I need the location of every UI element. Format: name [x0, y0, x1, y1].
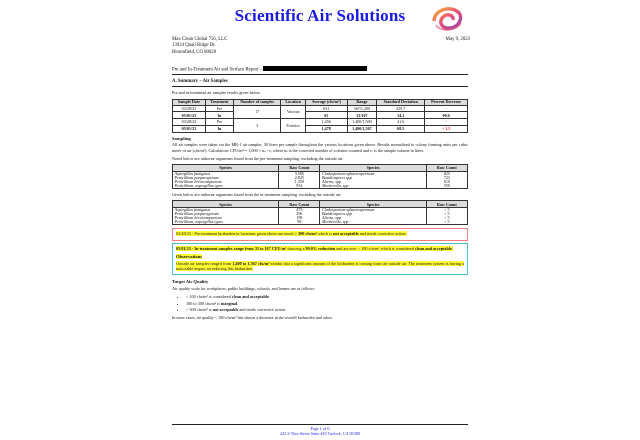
- address-line: 13924 Quail Ridge Dr.: [172, 43, 216, 49]
- section-a-intro: Pre and in-treatment air samples results given below.: [172, 90, 261, 96]
- cell-range: 1,400/1,500: [347, 119, 377, 126]
- target-list: [186, 294, 468, 312]
- cell-species: Cladosporium sphaerospermum: [320, 171, 426, 176]
- cell-sd: 68.5: [377, 125, 425, 132]
- in-treatment-finding-box: [172, 243, 468, 275]
- cell-species: Mortierella, spp: [320, 220, 426, 225]
- finding-text: and are now < 100 cfu/m³ which is considered: [336, 245, 414, 251]
- obs-text: Outside air samples ranged from: [176, 260, 232, 266]
- cell-count: < 5: [426, 220, 467, 225]
- cell-count: < 5: [426, 216, 467, 220]
- finding-reduction: 90.0% reduction: [305, 245, 336, 251]
- cell-count: 296: [279, 212, 320, 216]
- in-treatment-finding: [176, 246, 464, 251]
- cell-species: Alteria, spp: [320, 216, 426, 220]
- cell-date: 03/28/23: [173, 105, 206, 112]
- cell-average: 631: [305, 105, 347, 112]
- cell-species: Penicillium purpurogenum: [173, 176, 279, 180]
- col-header: Raw Count: [279, 165, 320, 172]
- swirl-logo-icon: [430, 3, 464, 33]
- col-header: Average (cfu/m³): [305, 99, 347, 105]
- cell-count: 932: [279, 184, 320, 189]
- list-item: [186, 294, 468, 299]
- sampling-text: All air samples were taken via the MB-1 air sampler, 30 liters per sample throughout the various locations given above. Results normalized to colony forming units per cubic meter of air (cfu/m³). Calculation: CFU/m³ = 1,000 × nₛ / v, where nₛ is the corrected number of colonies counted and v, is the sample volume in liters.: [172, 142, 468, 153]
- cell-samples: 3: [233, 119, 281, 132]
- cell-species: Aspergillus fumigatus: [173, 208, 279, 213]
- footer-address: 222 S Thor Street Suite #10 Turlock, CA 95380: [280, 431, 360, 436]
- cell-pct: -: [425, 119, 468, 126]
- list-item: [186, 301, 468, 306]
- cell-treatment: Pre: [205, 119, 233, 126]
- address-line: Max Clean Global 756, LLC: [172, 37, 228, 42]
- air-samples-table: [172, 99, 468, 133]
- cell-samples: 17: [233, 105, 281, 118]
- pre-treatment-finding-box: [172, 228, 468, 240]
- cell-date: 03/28/23: [173, 119, 206, 126]
- cell-sd: 41.6: [377, 119, 425, 126]
- cell-count: 825: [426, 171, 467, 176]
- col-header: Number of samples: [233, 99, 281, 105]
- target-heading: Target Air Quality: [172, 279, 209, 285]
- finding-text: and needs corrective action.: [359, 231, 407, 237]
- table-row: [173, 220, 468, 225]
- cell-count: < 5: [426, 208, 467, 213]
- finding-text: 03/28/23 - Pre-treatment bioburden in locations given above are much: [176, 231, 294, 237]
- table-row: [173, 125, 468, 132]
- cell-species: Penicillium purpurogenum: [173, 212, 279, 216]
- finding-verdict: clean and acceptable: [414, 245, 452, 251]
- table-row: [173, 184, 468, 189]
- table-row: [173, 112, 468, 119]
- item-bold: not acceptable: [212, 307, 239, 313]
- item-text: and needs corrective action.: [239, 307, 287, 313]
- report-title: [172, 66, 468, 75]
- cell-count: 475: [279, 208, 320, 213]
- cell-date: 05/01/23: [173, 112, 206, 119]
- cell-range: 33/167: [347, 112, 377, 119]
- table-row: [173, 119, 468, 126]
- redaction-bar: [263, 66, 367, 71]
- report-title-text: Pre and In-Treatment Air and Surface Report –: [172, 67, 263, 73]
- cell-range: 367/1,200: [347, 105, 377, 112]
- cell-species: Alteria, spp: [320, 180, 426, 184]
- cell-pct: -: [425, 105, 468, 112]
- col-header: Treatment: [205, 99, 233, 105]
- cell-pct: + 1.5: [425, 125, 468, 132]
- item-text: 100 to 300 cfu/m³ is: [186, 300, 220, 306]
- address-line: Bloomfield, CO 80020: [172, 49, 217, 55]
- page-number: Page 1 of 6: [310, 426, 330, 431]
- cell-count: 198: [279, 216, 320, 220]
- table-header-row: [173, 165, 468, 172]
- sampling-heading: Sampling: [172, 135, 191, 141]
- cell-species: Cladosporium sphaerospermum: [320, 208, 426, 213]
- recipient-address: [172, 37, 227, 56]
- cell-location: Exterior: [281, 119, 305, 132]
- page-footer: [172, 424, 468, 436]
- cell-pct: 90.0: [425, 112, 468, 119]
- observations-heading: [176, 254, 464, 260]
- pre-species-table: [172, 164, 468, 189]
- item-bold: clean and acceptable: [231, 294, 269, 300]
- cell-species: Mortierella, spp: [320, 184, 426, 189]
- cell-range: 1,400/1,567: [347, 125, 377, 132]
- col-header: Raw Count: [426, 165, 467, 172]
- cell-species: Basidiospores spp: [320, 176, 426, 180]
- col-header: Percent Decrease: [425, 99, 468, 105]
- col-header: Range: [347, 99, 377, 105]
- finding-verdict: not acceptable: [333, 231, 359, 237]
- list-item: [186, 307, 468, 312]
- cell-treatment: In: [205, 112, 233, 119]
- cell-count: 723: [426, 176, 467, 180]
- finding-text: which is: [317, 231, 333, 237]
- observations-text: [176, 261, 464, 272]
- cell-species: Penicillium brevicompactum: [173, 216, 279, 220]
- item-text: > 300 cfu/m³ is: [186, 307, 212, 313]
- cell-count: < 5: [426, 212, 467, 216]
- item-bold: marginal: [220, 300, 238, 306]
- obs-range: 1,400 to 1,567 cfu/m³: [232, 260, 270, 266]
- finding-lead: 05/01/23 - In-treatment samples range from 33 to 167 CFU/m³: [176, 245, 287, 251]
- cell-average: 65: [305, 112, 347, 119]
- cell-count: 2,825: [279, 176, 320, 180]
- col-header: Location: [281, 99, 305, 105]
- cell-count: 550: [426, 184, 467, 189]
- col-header: Raw Count: [279, 201, 320, 208]
- col-header: Species: [173, 201, 279, 208]
- cell-sd: 34.1: [377, 112, 425, 119]
- col-header: Sample Date: [173, 99, 206, 105]
- col-header: Species: [320, 165, 426, 172]
- pre-treatment-finding: [176, 231, 464, 236]
- finding-text: .: [451, 245, 453, 251]
- col-header: Species: [320, 201, 426, 208]
- cell-species: Penicillium brevicompactum: [173, 180, 279, 184]
- col-header: Species: [173, 165, 279, 172]
- col-header: Raw Count: [426, 201, 467, 208]
- item-text: < 100 cfu/m³ is considered: [186, 294, 231, 300]
- cell-average: 1,456: [305, 119, 347, 126]
- cell-species: Basidiospores spp: [320, 212, 426, 216]
- cell-location: Various: [281, 105, 305, 118]
- table-header-row: [173, 201, 468, 208]
- cell-sd: 229.7: [377, 105, 425, 112]
- cell-date: 05/01/23: [173, 125, 206, 132]
- item-text: .: [237, 300, 239, 306]
- observations-heading-text: Observations: [176, 253, 203, 259]
- cell-species: Aspergillus fumigatus: [173, 171, 279, 176]
- company-title: Scientific Air Solutions: [234, 6, 406, 25]
- cell-count: 3,585: [279, 171, 320, 176]
- cell-count: 610: [426, 180, 467, 184]
- cell-species: Penicillium, aspergillus types: [173, 184, 279, 189]
- section-a-heading: A. Summary – Air Samples: [172, 79, 468, 87]
- target-closing: In most cases, air quality < 100 cfu/m³ has shown a decrease in the overall bioburden and odors.: [172, 315, 334, 321]
- pre-species-intro: Noted below are airborne organisms found from the pre-treatment sampling, excluding the outside air.: [172, 155, 344, 161]
- report-body: [172, 66, 468, 324]
- table-row: [173, 105, 468, 112]
- finding-value: > 300 cfu/m³: [294, 231, 317, 237]
- in-species-table: [172, 200, 468, 225]
- cell-treatment: Pre: [205, 105, 233, 112]
- cell-species: Penicillium, aspergillus types: [173, 220, 279, 225]
- item-text: .: [268, 294, 270, 300]
- target-intro: Air quality scale for workplaces, public buildings, schools, and homes are as follows:: [172, 285, 316, 291]
- col-header: Standard Deviation: [377, 99, 425, 105]
- cell-average: 1,478: [305, 125, 347, 132]
- cell-count: 98: [279, 220, 320, 225]
- in-species-intro: Given below are airborne organisms found from the in-treatment sampling, excluding the outside air.: [172, 192, 342, 198]
- cell-count: 1,350: [279, 180, 320, 184]
- finding-text: showing a: [287, 245, 305, 251]
- cell-treatment: In: [205, 125, 233, 132]
- obs-text: exhibit that a significant amount of the bioburden is coming from the outside air. The treatment system is having a noticeable impact on reducing this bioburden.: [176, 260, 465, 271]
- report-date: May 9, 2023: [445, 37, 470, 42]
